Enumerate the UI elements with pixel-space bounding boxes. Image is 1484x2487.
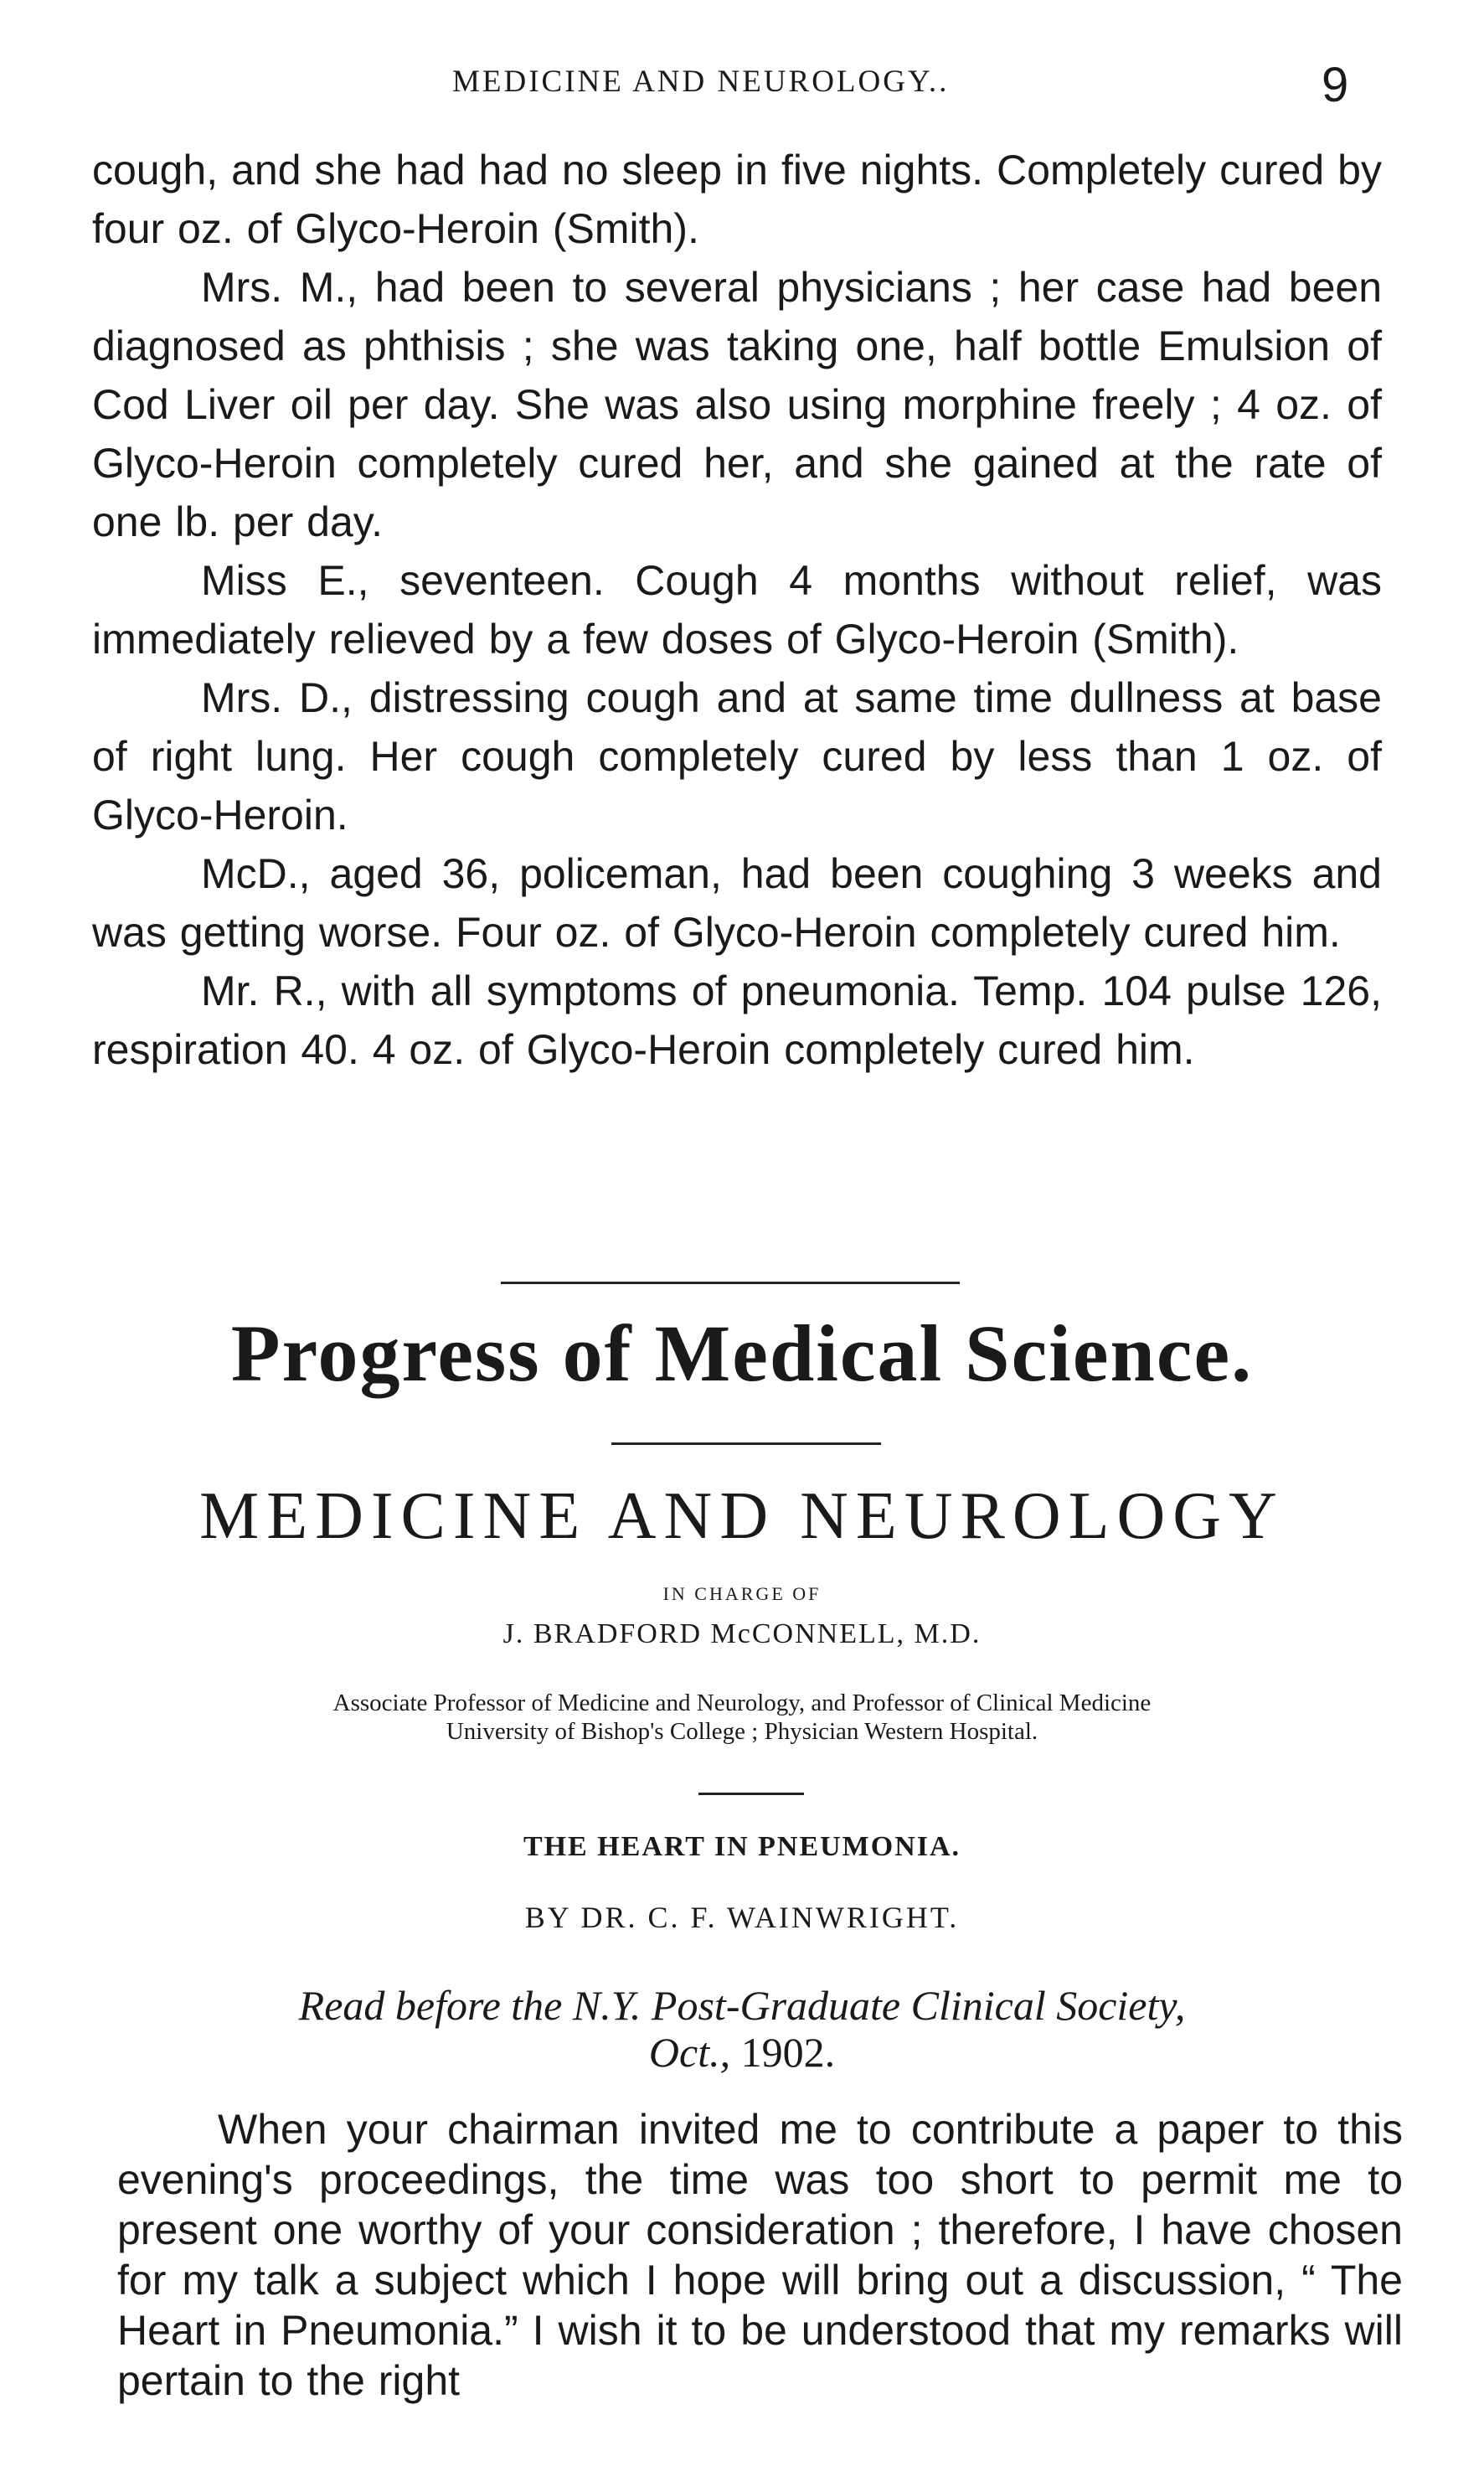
section-title: MEDICINE AND NEUROLOGY — [199, 1479, 1285, 1553]
masthead-title: Progress of Medical Science. — [230, 1308, 1254, 1398]
article-author: BY DR. C. F. WAINWRIGHT. — [524, 1901, 960, 1934]
in-charge-label: IN CHARGE OF — [662, 1583, 822, 1604]
paragraph: cough, and she had had no sleep in five nights. Completely cured by four oz. of Glyco-Heroin (Smith). — [92, 147, 1382, 252]
paragraph: McD., aged 36, policeman, had been coughing 3 weeks and was getting worse. Four oz. of Glyco-Heroin completely cured him. — [92, 850, 1382, 956]
divider — [611, 1442, 881, 1445]
affiliation-line: University of Bishop's College ; Physician Western Hospital. — [446, 1718, 1038, 1745]
society-line: Read before the N.Y. Post-Graduate Clinical Society, — [298, 1982, 1186, 2029]
editor-name: J. BRADFORD McCONNELL, M.D. — [502, 1618, 982, 1649]
running-head — [0, 57, 1484, 116]
case-reports — [92, 141, 1382, 1079]
date-line — [0, 2029, 1484, 2076]
paragraph: Mr. R., with all symptoms of pneumonia. Temp. 104 pulse 126, respiration 40. 4 oz. of Glyco-Heroin completely cured him. — [92, 967, 1382, 1073]
article-title: THE HEART IN PNEUMONIA. — [523, 1831, 961, 1862]
paragraph: Miss E., seventeen. Cough 4 months without relief, was immediately relieved by a few doses of Glyco-Heroin (Smith). — [92, 557, 1382, 663]
page-number: 9 — [1322, 58, 1349, 112]
editor-affiliation — [0, 1689, 1484, 1746]
date-year: 1902. — [740, 2029, 836, 2076]
paragraph: Mrs. M., had been to several physicians ; her case had been diagnosed as phthisis ; she was taking one, half bottle Emulsion of Cod Liver oil per day. She was also using morphine freely ; 4 oz. of Glyco-Heroin completely cured her, and she gained at the rate of one lb. per day. — [92, 264, 1382, 545]
paragraph: When your chairman invited me to contribute a paper to this evening's proceedings, the time was too short to permit me to present one worthy of your consideration ; therefore, I have chosen for my talk a subject which I hope will bring out a discussion, “ The Heart in Pneumonia.” I wish it to be understood that my remarks will pertain to the right — [117, 2106, 1403, 2404]
divider — [698, 1793, 804, 1795]
article-body — [117, 2104, 1403, 2406]
running-head-title: MEDICINE AND NEUROLOGY.. — [452, 64, 950, 99]
divider — [501, 1282, 960, 1284]
paragraph: Mrs. D., distressing cough and at same time dullness at base of right lung. Her cough completely cured by less than 1 oz. of Glyco-Heroin. — [92, 674, 1382, 838]
read-before-note — [0, 1982, 1484, 2076]
affiliation-line: Associate Professor of Medicine and Neurology, and Professor of Clinical Medicine — [332, 1690, 1152, 1716]
date-month: Oct., — [648, 2029, 731, 2076]
